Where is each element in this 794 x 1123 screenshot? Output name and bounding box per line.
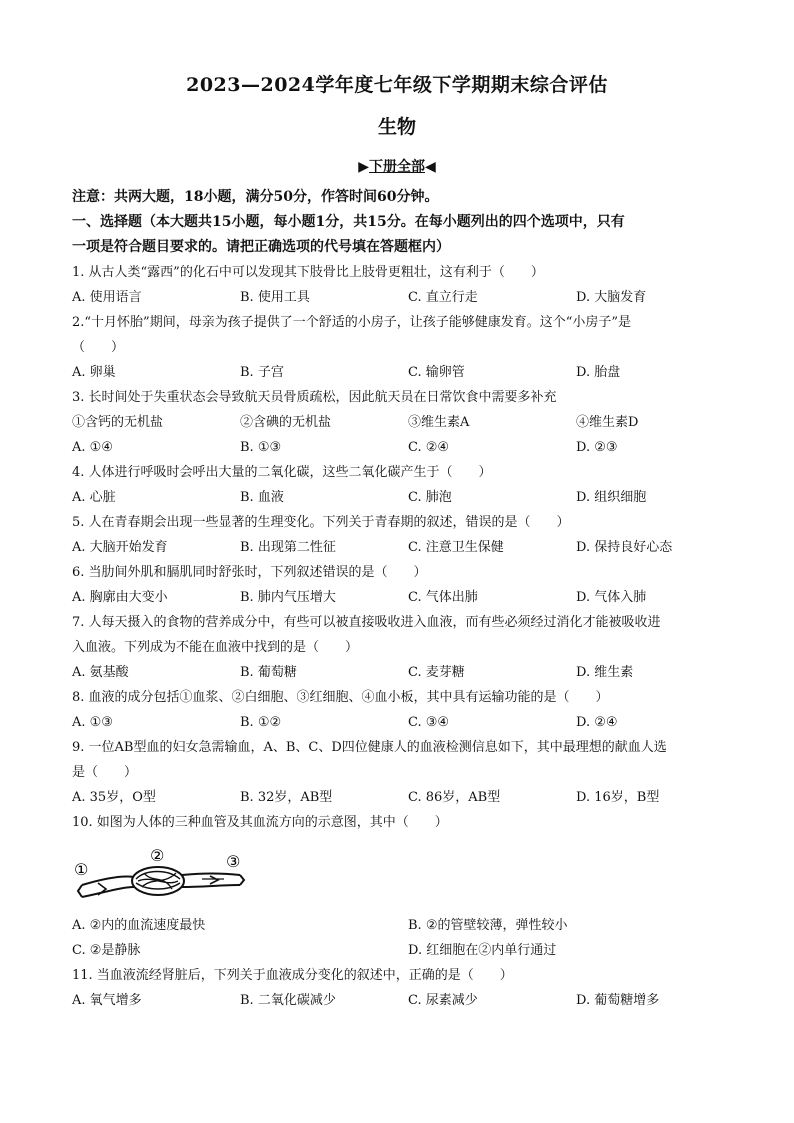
item-1: ①含钙的无机盐 <box>72 415 164 430</box>
option-a: A. ①③ <box>72 715 113 730</box>
option-d: D. 组织细胞 <box>576 490 647 505</box>
label-2: ② <box>150 846 165 865</box>
item-3: ③维生素A <box>408 415 470 430</box>
question-2-stem: 2.“十月怀胎”期间，母亲为孩子提供了一个舒适的小房子，让孩子能够健康发育。这个“小房子”是 <box>72 315 631 330</box>
scope-label <box>0 156 794 176</box>
option-b: B. 血液 <box>240 490 284 505</box>
option-c: C. ②④ <box>408 440 450 455</box>
option-d: D. 葡萄糖增多 <box>576 993 660 1008</box>
question-11-options <box>72 988 724 1013</box>
question-6-options <box>72 585 724 610</box>
question-2-stem-cont: （ ） <box>72 340 125 355</box>
option-b: B. 使用工具 <box>240 290 310 305</box>
question-5-options <box>72 535 724 560</box>
option-c: C. 麦芽糖 <box>408 665 465 680</box>
question-11-stem: 11. 当血液流经肾脏后，下列关于血液成分变化的叙述中，正确的是（ ） <box>72 968 513 983</box>
option-a: A. 卵巢 <box>72 365 116 380</box>
question-2-options <box>72 360 724 385</box>
option-b: B. 子宫 <box>240 365 284 380</box>
blood-vessel-figure <box>72 835 724 913</box>
section-heading-line1: 一、选择题（本大题共15小题，每小题1分，共15分。在每小题列出的四个选项中，只有 <box>72 214 625 230</box>
option-c: C. 气体出肺 <box>408 590 478 605</box>
question-3-items <box>72 410 724 435</box>
option-a: A. 使用语言 <box>72 290 142 305</box>
option-d: D. 16岁，B型 <box>576 790 660 805</box>
blood-vessel-diagram <box>72 839 252 909</box>
option-c: C. 86岁，AB型 <box>408 790 501 805</box>
label-1: ① <box>74 860 89 879</box>
option-c: C. 输卵管 <box>408 365 465 380</box>
question-4-options <box>72 485 724 510</box>
question-7-stem-cont: 入血液。下列成为不能在血液中找到的是（ ） <box>72 640 359 655</box>
exam-content <box>72 185 724 1013</box>
scope-text: 下册全部 <box>369 159 425 175</box>
option-a: A. ②内的血流速度最快 <box>72 918 206 933</box>
option-d: D. ②③ <box>576 440 618 455</box>
question-8-options <box>72 710 724 735</box>
option-a: A. 35岁，O型 <box>72 790 156 805</box>
option-d: D. 气体入肺 <box>576 590 647 605</box>
option-a: A. 氨基酸 <box>72 665 129 680</box>
notice: 注意：共两大题，18小题，满分50分，作答时间60分钟。 <box>72 189 439 205</box>
question-9-stem-cont: 是（ ） <box>72 765 138 780</box>
option-a: A. ①④ <box>72 440 113 455</box>
option-b: B. 二氧化碳减少 <box>240 993 336 1008</box>
option-c: C. 肺泡 <box>408 490 452 505</box>
question-8-stem: 8. 血液的成分包括①血浆、②白细胞、③红细胞、④血小板，其中具有运输功能的是（ ） <box>72 690 609 705</box>
question-10-options-row1 <box>72 913 724 938</box>
left-triangle-icon: ◀ <box>425 159 436 175</box>
question-3-stem: 3. 长时间处于失重状态会导致航天员骨质疏松，因此航天员在日常饮食中需要多补充 <box>72 390 557 405</box>
question-10-stem: 10. 如图为人体的三种血管及其血流方向的示意图，其中（ ） <box>72 815 448 830</box>
option-d: D. 大脑发育 <box>576 290 647 305</box>
right-triangle-icon: ▶ <box>358 159 369 175</box>
option-b: B. 出现第二性征 <box>240 540 336 555</box>
question-3-options <box>72 435 724 460</box>
subject-title: 生物 <box>377 116 416 138</box>
question-10-options-row2 <box>72 938 724 963</box>
item-2: ②含碘的无机盐 <box>240 415 332 430</box>
option-d: D. 维生素 <box>576 665 634 680</box>
question-1-stem: 1. 从古人类“露西”的化石中可以发现其下肢骨比上肢骨更粗壮，这有利于（ ） <box>72 265 544 280</box>
option-d: D. 保持良好心态 <box>576 540 673 555</box>
option-b: B. 葡萄糖 <box>240 665 297 680</box>
option-c: C. 注意卫生保健 <box>408 540 504 555</box>
option-b: B. 32岁，AB型 <box>240 790 333 805</box>
option-c: C. ②是静脉 <box>72 943 141 958</box>
question-7-options <box>72 660 724 685</box>
question-6-stem: 6. 当肋间外肌和膈肌同时舒张时，下列叙述错误的是（ ） <box>72 565 427 580</box>
option-b: B. ①② <box>240 715 282 730</box>
question-9-options <box>72 785 724 810</box>
option-a: A. 心脏 <box>72 490 116 505</box>
option-a: A. 大脑开始发育 <box>72 540 168 555</box>
question-1-options <box>72 285 724 310</box>
option-d: D. 胎盘 <box>576 365 621 380</box>
question-4-stem: 4. 人体进行呼吸时会呼出大量的二氧化碳，这些二氧化碳产生于（ ） <box>72 465 492 480</box>
question-9-stem: 9. 一位AB型血的妇女急需输血，A、B、C、D四位健康人的血液检测信息如下，其中最理想的献血人选 <box>72 740 667 755</box>
option-b: B. ①③ <box>240 440 282 455</box>
question-7-stem: 7. 人每天摄入的食物的营养成分中，有些可以被直接吸收进入血液，而有些必须经过消化才能被吸收进 <box>72 615 661 630</box>
option-a: A. 氧气增多 <box>72 993 142 1008</box>
label-3: ③ <box>226 852 241 871</box>
section-heading-line2: 一项是符合题目要求的。请把正确选项的代号填在答题框内） <box>72 239 450 255</box>
option-c: C. 尿素减少 <box>408 993 478 1008</box>
option-d: D. 红细胞在②内单行通过 <box>408 943 557 958</box>
question-5-stem: 5. 人在青春期会出现一些显著的生理变化。下列关于青春期的叙述，错误的是（ ） <box>72 515 570 530</box>
exam-title: 2023—2024学年度七年级下学期期末综合评估 <box>186 74 608 96</box>
option-c: C. ③④ <box>408 715 450 730</box>
option-b: B. 肺内气压增大 <box>240 590 336 605</box>
option-c: C. 直立行走 <box>408 290 478 305</box>
option-d: D. ②④ <box>576 715 618 730</box>
option-a: A. 胸廓由大变小 <box>72 590 168 605</box>
option-b: B. ②的管壁较薄，弹性较小 <box>408 918 568 933</box>
item-4: ④维生素D <box>576 415 639 430</box>
